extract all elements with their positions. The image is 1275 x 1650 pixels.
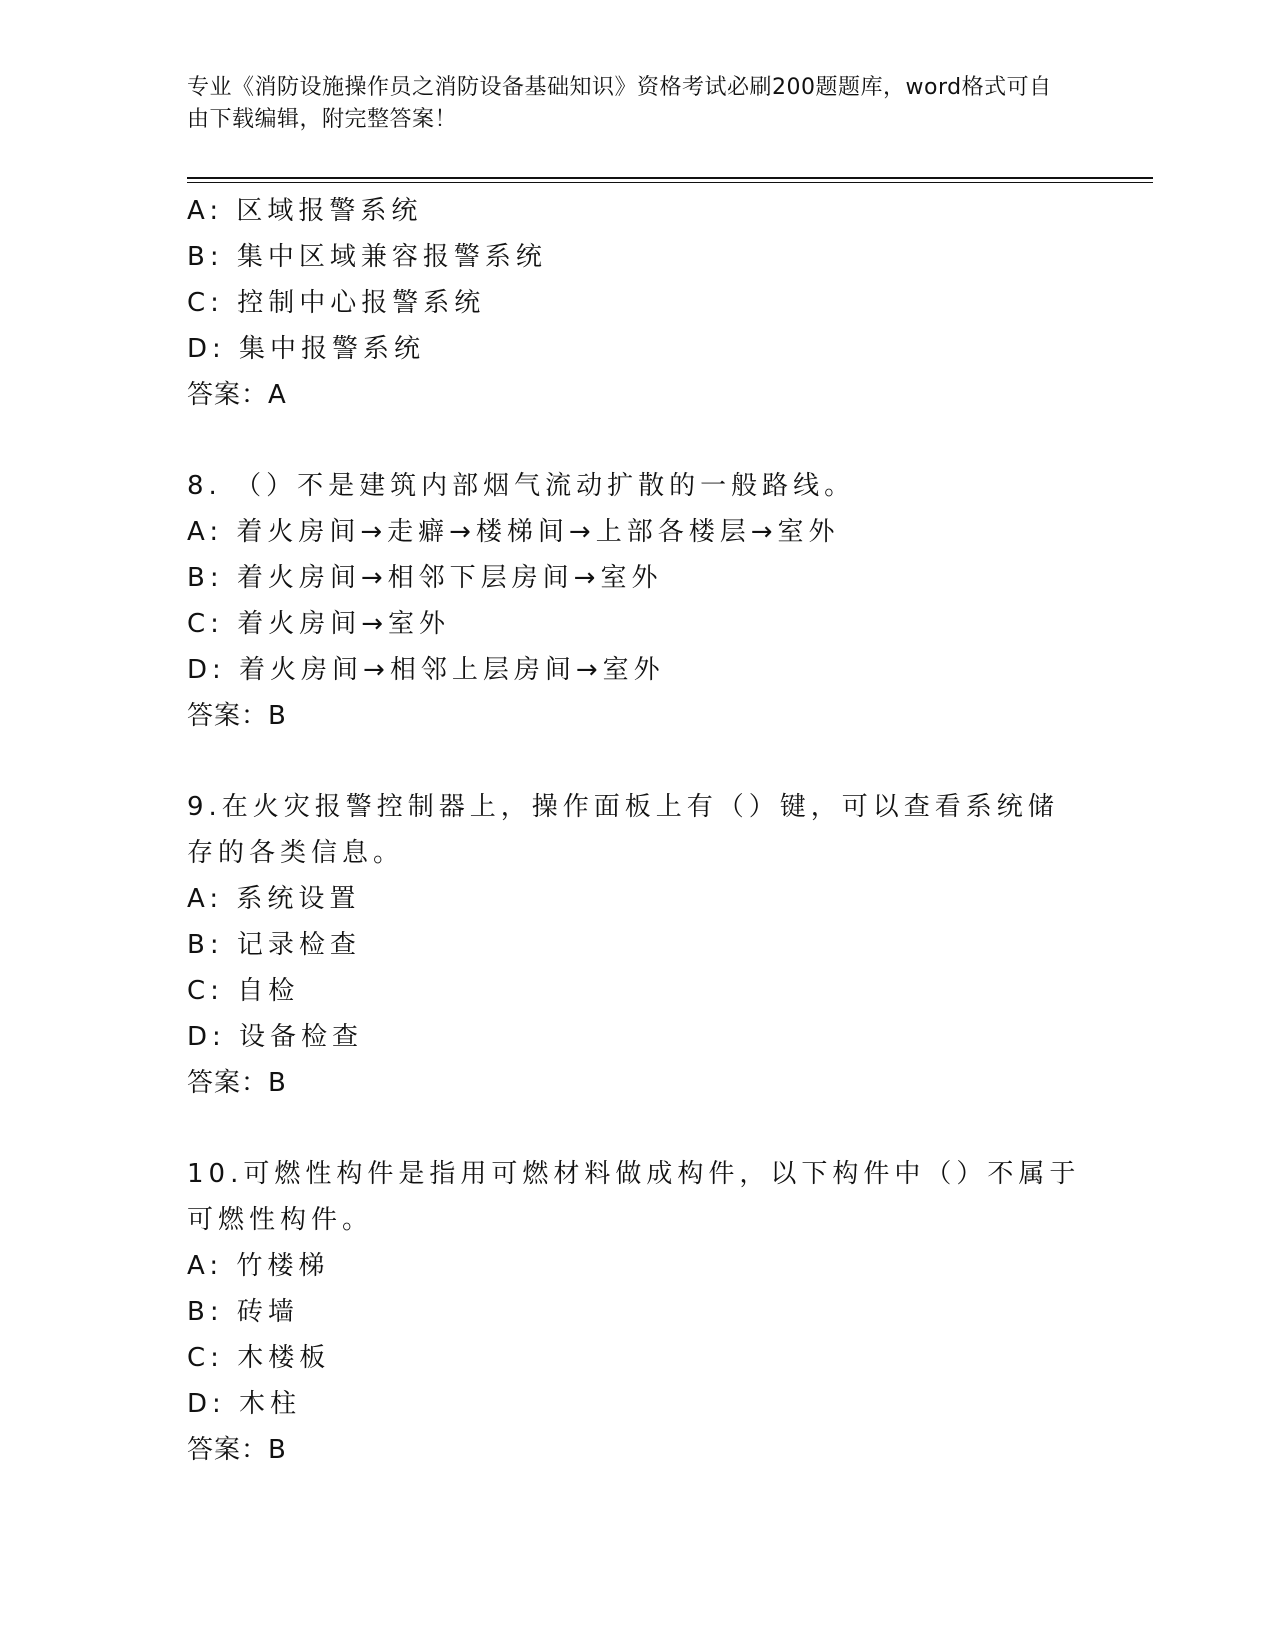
option-text: 自检 xyxy=(237,976,300,1006)
option-letter: D: xyxy=(187,655,226,685)
answer-line: 答案：B xyxy=(187,701,287,731)
question-block-10 xyxy=(187,1151,1087,1473)
option-text: 集中区域兼容报警系统 xyxy=(236,242,547,272)
option-a xyxy=(187,1243,1087,1289)
option-d xyxy=(187,647,1087,693)
option-letter: A: xyxy=(187,1251,224,1281)
option-b xyxy=(187,922,1087,968)
option-d xyxy=(187,326,1087,372)
option-letter: C: xyxy=(187,288,224,318)
question-block-8 xyxy=(187,463,1087,739)
spacer xyxy=(187,418,1087,463)
option-letter: C: xyxy=(187,1343,224,1373)
option-text: 着火房间→走癖→楼梯间→上部各楼层→室外 xyxy=(236,517,840,547)
option-b xyxy=(187,555,1087,601)
option-letter: D: xyxy=(187,1022,226,1052)
option-b xyxy=(187,1289,1087,1335)
document-header: 专业《消防设施操作员之消防设备基础知识》资格考试必刷200题题库，word格式可自由下载编辑，附完整答案！ xyxy=(187,75,1052,132)
option-c xyxy=(187,1335,1087,1381)
option-c xyxy=(187,601,1087,647)
spacer xyxy=(187,739,1087,784)
option-text: 着火房间→相邻下层房间→室外 xyxy=(236,563,663,593)
option-text: 木柱 xyxy=(239,1389,302,1419)
option-letter: A: xyxy=(187,517,224,547)
option-text: 砖墙 xyxy=(236,1297,299,1327)
option-letter: D: xyxy=(187,334,226,364)
option-letter: C: xyxy=(187,609,224,639)
option-text: 木楼板 xyxy=(237,1343,331,1373)
question-block-7 xyxy=(187,188,1087,418)
question-list xyxy=(187,188,1087,1473)
option-text: 记录检查 xyxy=(236,930,361,960)
question-text: 9.在火灾报警控制器上，操作面板上有（）键，可以查看系统储存的各类信息。 xyxy=(187,792,1059,868)
option-text: 竹楼梯 xyxy=(236,1251,330,1281)
spacer xyxy=(187,1106,1087,1151)
option-text: 区域报警系统 xyxy=(236,196,423,226)
header-rule-thick xyxy=(187,177,1153,179)
option-b xyxy=(187,234,1087,280)
question-block-9 xyxy=(187,784,1087,1106)
option-text: 集中报警系统 xyxy=(239,334,426,364)
option-letter: A: xyxy=(187,884,224,914)
option-letter: B: xyxy=(187,1297,224,1327)
header-rule-thin xyxy=(187,182,1153,183)
option-text: 系统设置 xyxy=(236,884,361,914)
option-c xyxy=(187,968,1087,1014)
option-a xyxy=(187,188,1087,234)
option-d xyxy=(187,1381,1087,1427)
question-text: 8. （）不是建筑内部烟气流动扩散的一般路线。 xyxy=(187,471,856,501)
option-letter: B: xyxy=(187,563,224,593)
option-a xyxy=(187,876,1087,922)
option-letter: D: xyxy=(187,1389,226,1419)
option-letter: B: xyxy=(187,930,224,960)
option-text: 着火房间→相邻上层房间→室外 xyxy=(239,655,665,685)
option-text: 控制中心报警系统 xyxy=(237,288,486,318)
option-letter: A: xyxy=(187,196,224,226)
option-d xyxy=(187,1014,1087,1060)
question-text: 10.可燃性构件是指用可燃材料做成构件，以下构件中（）不属于可燃性构件。 xyxy=(187,1159,1081,1235)
answer-line: 答案：B xyxy=(187,1435,287,1465)
option-c xyxy=(187,280,1087,326)
option-a xyxy=(187,509,1087,555)
option-text: 着火房间→室外 xyxy=(237,609,450,639)
option-letter: C: xyxy=(187,976,224,1006)
option-letter: B: xyxy=(187,242,224,272)
answer-line: 答案：B xyxy=(187,1068,287,1098)
answer-line: 答案：A xyxy=(187,380,287,410)
option-text: 设备检查 xyxy=(239,1022,364,1052)
